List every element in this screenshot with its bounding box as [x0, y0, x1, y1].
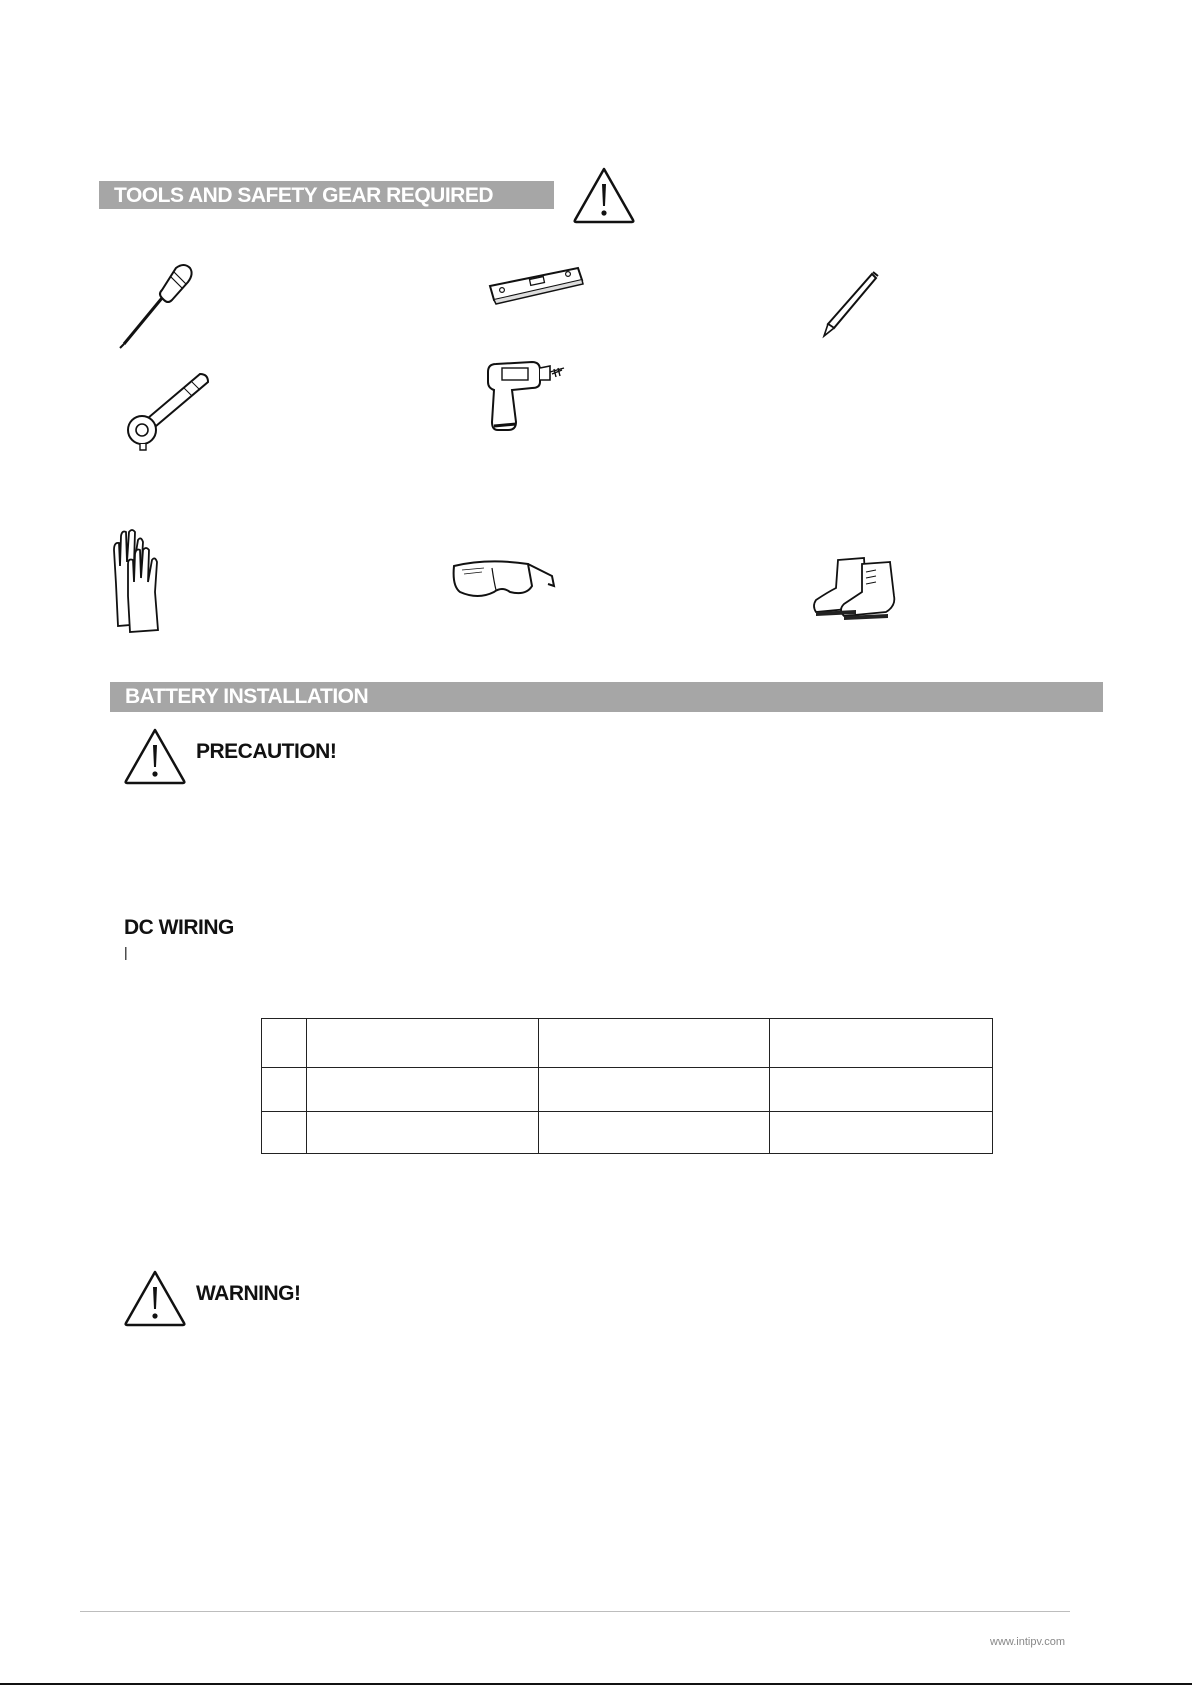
safety-boots-icon	[810, 552, 906, 622]
tools-section-title: TOOLS AND SAFETY GEAR REQUIRED	[99, 181, 554, 209]
table-cell	[262, 1068, 307, 1112]
precaution-warning-icon	[122, 726, 188, 786]
warning-label: WARNING!	[196, 1282, 301, 1305]
precaution-label: PRECAUTION!	[196, 740, 337, 763]
footer-url: www.intipv.com	[990, 1636, 1065, 1648]
dc-wiring-marker: |	[124, 944, 128, 960]
table-cell	[307, 1019, 539, 1068]
table-cell	[539, 1019, 770, 1068]
gloves-icon	[108, 526, 170, 636]
table-cell	[770, 1068, 993, 1112]
warning-icon	[122, 1268, 188, 1328]
spirit-level-icon	[486, 262, 586, 308]
battery-section-title: BATTERY INSTALLATION	[110, 682, 1103, 712]
warning-triangle-icon	[571, 165, 637, 225]
table-cell	[262, 1019, 307, 1068]
table-row	[262, 1019, 993, 1068]
table-cell	[262, 1112, 307, 1154]
screwdriver-icon	[114, 260, 204, 350]
table-cell	[307, 1068, 539, 1112]
dc-wiring-title: DC WIRING	[124, 916, 234, 939]
table-cell	[770, 1019, 993, 1068]
table-cell	[307, 1112, 539, 1154]
table-row	[262, 1068, 993, 1112]
pencil-icon	[820, 270, 880, 340]
table-row	[262, 1112, 993, 1154]
safety-goggles-icon	[448, 556, 558, 606]
ratchet-wrench-icon	[116, 368, 214, 452]
table-cell	[539, 1068, 770, 1112]
power-drill-icon	[482, 356, 566, 436]
table-cell	[770, 1112, 993, 1154]
table-cell	[539, 1112, 770, 1154]
dc-wiring-table	[261, 1018, 993, 1154]
footer-divider	[80, 1611, 1070, 1612]
